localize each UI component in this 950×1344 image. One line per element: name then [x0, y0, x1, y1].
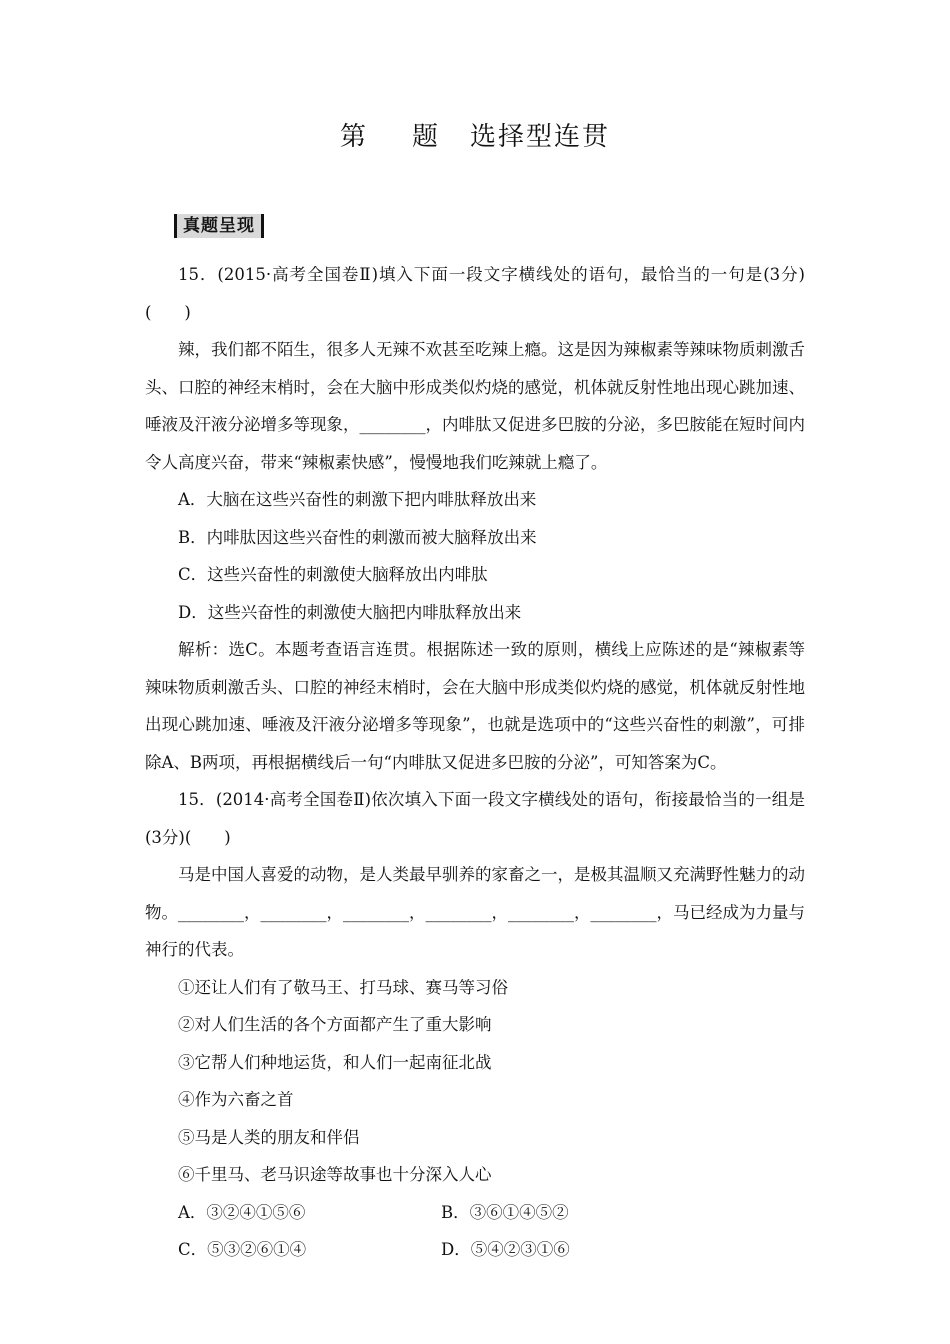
q2-item-2: ②对人们生活的各个方面都产生了重大影响: [178, 1015, 492, 1034]
q2-item-3: ③它帮人们种地运货，和人们一起南征北战: [178, 1052, 492, 1072]
title-part-3: 选择型连贯: [470, 122, 611, 152]
section-tag: 真题呈现: [174, 214, 264, 238]
q2-option-b: B．③⑥①④⑤②: [441, 1202, 569, 1222]
q1-option-a: A．大脑在这些兴奋性的刺激下把内啡肽释放出来: [178, 490, 537, 509]
title-part-2: 题: [411, 122, 440, 152]
q2-option-c: C．⑤③②⑥①④: [178, 1240, 307, 1259]
q1-option-b: B．内啡肽因这些兴奋性的刺激而被大脑释放出来: [178, 527, 537, 547]
q2-option-d: D．⑤④②③①⑥: [441, 1240, 570, 1259]
q1-stem: 15．(2015·高考全国卷Ⅱ)填入下面一段文字横线处的语句，最恰当的一句是(3分)( ): [145, 265, 805, 322]
q1-option-d: D．这些兴奋性的刺激使大脑把内啡肽释放出来: [178, 602, 522, 622]
q2-options-row-1: [145, 1194, 805, 1232]
q2-item-1: ①还让人们有了敬马王、打马球、赛马等习俗: [178, 977, 508, 997]
document-body: [145, 256, 805, 1269]
q2-item-4: ④作为六畜之首: [178, 1090, 294, 1109]
title-part-1: 第: [339, 122, 368, 152]
q1-analysis: 解析：选C。本题考查语言连贯。根据陈述一致的原则，横线上应陈述的是“辣椒素等辣味物质刺激舌头、口腔的神经末梢时，会在大脑中形成类似灼烧的感觉，机体就反射性地出现心跳加速、唾液及汗液分泌增多等现象”，也就是选项中的“这些兴奋性的刺激”，可排除A、B两项，再根据横线后一句“内啡肽又促进多巴胺的分泌”，可知答案为C。: [145, 640, 805, 772]
page-title: [0, 116, 950, 153]
q1-option-c: C．这些兴奋性的刺激使大脑释放出内啡肽: [178, 565, 488, 584]
q2-item-5: ⑤马是人类的朋友和伴侣: [178, 1127, 360, 1147]
q2-passage: 马是中国人喜爱的动物，是人类最早驯养的家畜之一，是极其温顺又充满野性魅力的动物。________，________，________，________，________，________，马已经成为力量与神行的代表。: [145, 865, 805, 959]
q2-options-row-2: [145, 1231, 805, 1269]
q1-passage: 辣，我们都不陌生，很多人无辣不欢甚至吃辣上瘾。这是因为辣椒素等辣味物质刺激舌头、口腔的神经末梢时，会在大脑中形成类似灼烧的感觉，机体就反射性地出现心跳加速、唾液及汗液分泌增多等现象，________，内啡肽又促进多巴胺的分泌，多巴胺能在短时间内令人高度兴奋，带来“辣椒素快感”，慢慢地我们吃辣就上瘾了。: [145, 340, 805, 472]
q2-stem: 15．(2014·高考全国卷Ⅱ)依次填入下面一段文字横线处的语句，衔接最恰当的一组是(3分)( ): [145, 790, 805, 847]
q2-option-a: A．③②④①⑤⑥: [178, 1202, 306, 1222]
q2-item-6: ⑥千里马、老马识途等故事也十分深入人心: [178, 1165, 492, 1184]
